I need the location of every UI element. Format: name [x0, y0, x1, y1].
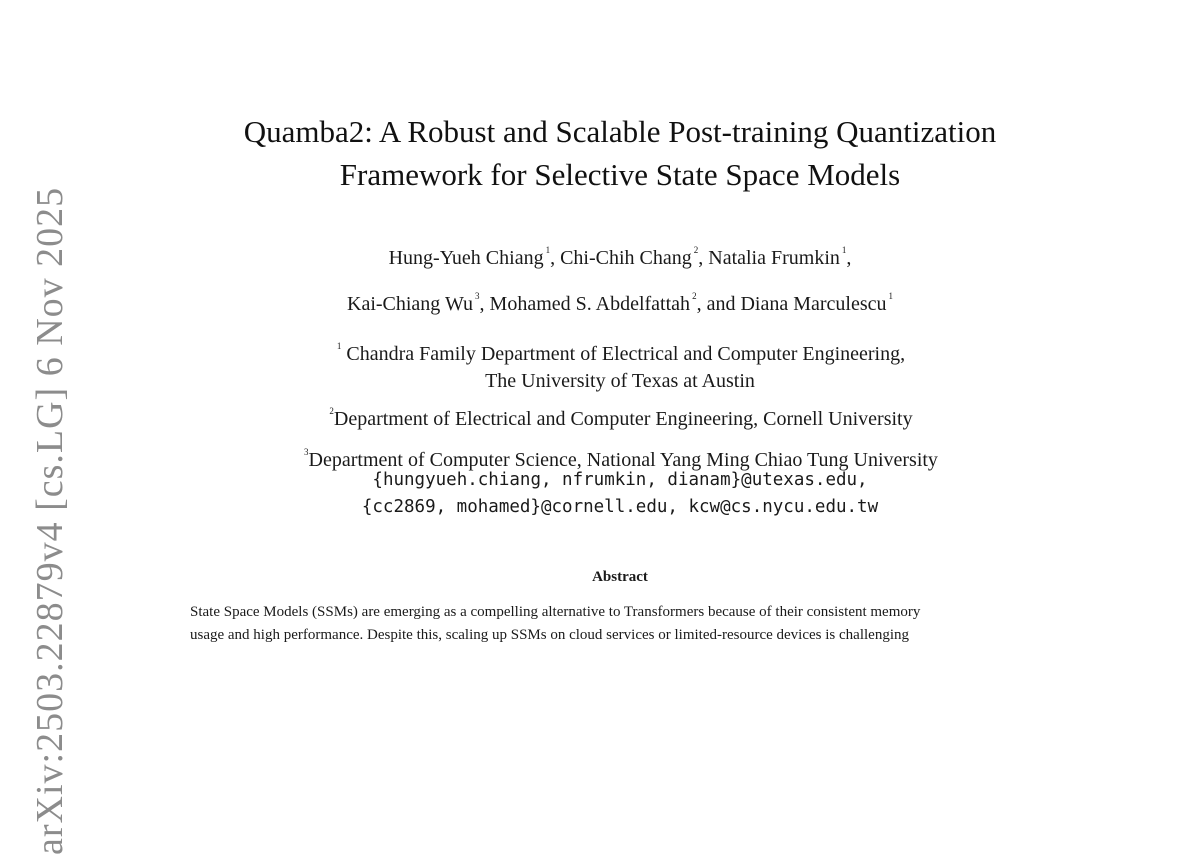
author-name: Chi-Chih Chang — [560, 247, 692, 269]
affiliation-mark: 1 — [841, 245, 847, 255]
affiliation-mark: 3 — [304, 447, 309, 457]
affiliation-mark: 1 — [336, 341, 342, 351]
abstract-body — [190, 601, 1052, 646]
affiliation-cornell — [150, 398, 1090, 433]
author-separator: , — [846, 247, 852, 269]
author-name: Mohamed S. Abdelfattah — [489, 293, 691, 315]
author-separator: , — [698, 247, 709, 269]
author-list — [150, 231, 1090, 323]
author-name: Natalia Frumkin — [708, 247, 840, 269]
affiliation-text: The University of Texas at Austin — [485, 370, 755, 392]
affiliation-text: Department of Computer Science, National Yang Ming Chiao Tung University — [308, 449, 938, 471]
email-line-1[interactable]: {hungyueh.chiang, nfrumkin, dianam}@utexas.edu, — [372, 470, 868, 490]
email-line-2 — [150, 494, 1090, 521]
affiliation-ut-austin — [150, 333, 1090, 395]
arxiv-identifier: arXiv:2503.22879v4 [cs.LG] 6 Nov 2025 — [29, 186, 71, 855]
paper-title — [150, 110, 1090, 196]
email-cornell[interactable]: {cc2869, mohamed}@cornell.edu, — [361, 497, 678, 517]
affiliation-line — [150, 333, 1090, 368]
title-line-1: Quamba2: A Robust and Scalable Post-training Quantization — [243, 114, 997, 149]
affiliation-mark: 2 — [692, 291, 697, 301]
affiliation-text: Department of Electrical and Computer Engineering, Cornell University — [333, 408, 913, 430]
affiliation-mark: 2 — [693, 245, 699, 255]
author-line-2 — [150, 277, 1090, 323]
author-emails — [150, 467, 1090, 521]
title-line-2: Framework for Selective State Space Models — [339, 157, 901, 192]
arxiv-stamp — [20, 186, 80, 855]
abstract-line: usage and high performance. Despite this, scaling up SSMs on cloud services or limited-resource devices is challenging — [190, 626, 909, 643]
email-nycu[interactable]: kcw@cs.nycu.edu.tw — [688, 497, 879, 517]
affiliation-text: Chandra Family Department of Electrical and Computer Engineering, — [346, 343, 906, 365]
author-line-1 — [150, 231, 1090, 277]
author-separator: , — [479, 293, 490, 315]
abstract-line: State Space Models (SSMs) are emerging as a compelling alternative to Transformers because of their consistent memory — [190, 604, 921, 620]
author-separator: , and — [696, 293, 741, 315]
affiliation-mark: 3 — [475, 291, 480, 301]
author-separator: , — [550, 247, 561, 269]
affiliation-mark: 2 — [329, 406, 334, 416]
abstract-heading: Abstract — [592, 569, 648, 585]
affiliation-mark: 1 — [545, 245, 551, 255]
author-name: Hung-Yueh Chiang — [388, 247, 544, 269]
affiliation-mark: 1 — [888, 291, 893, 301]
author-name: Kai-Chiang Wu — [347, 293, 474, 315]
author-name: Diana Marculescu — [740, 293, 887, 315]
